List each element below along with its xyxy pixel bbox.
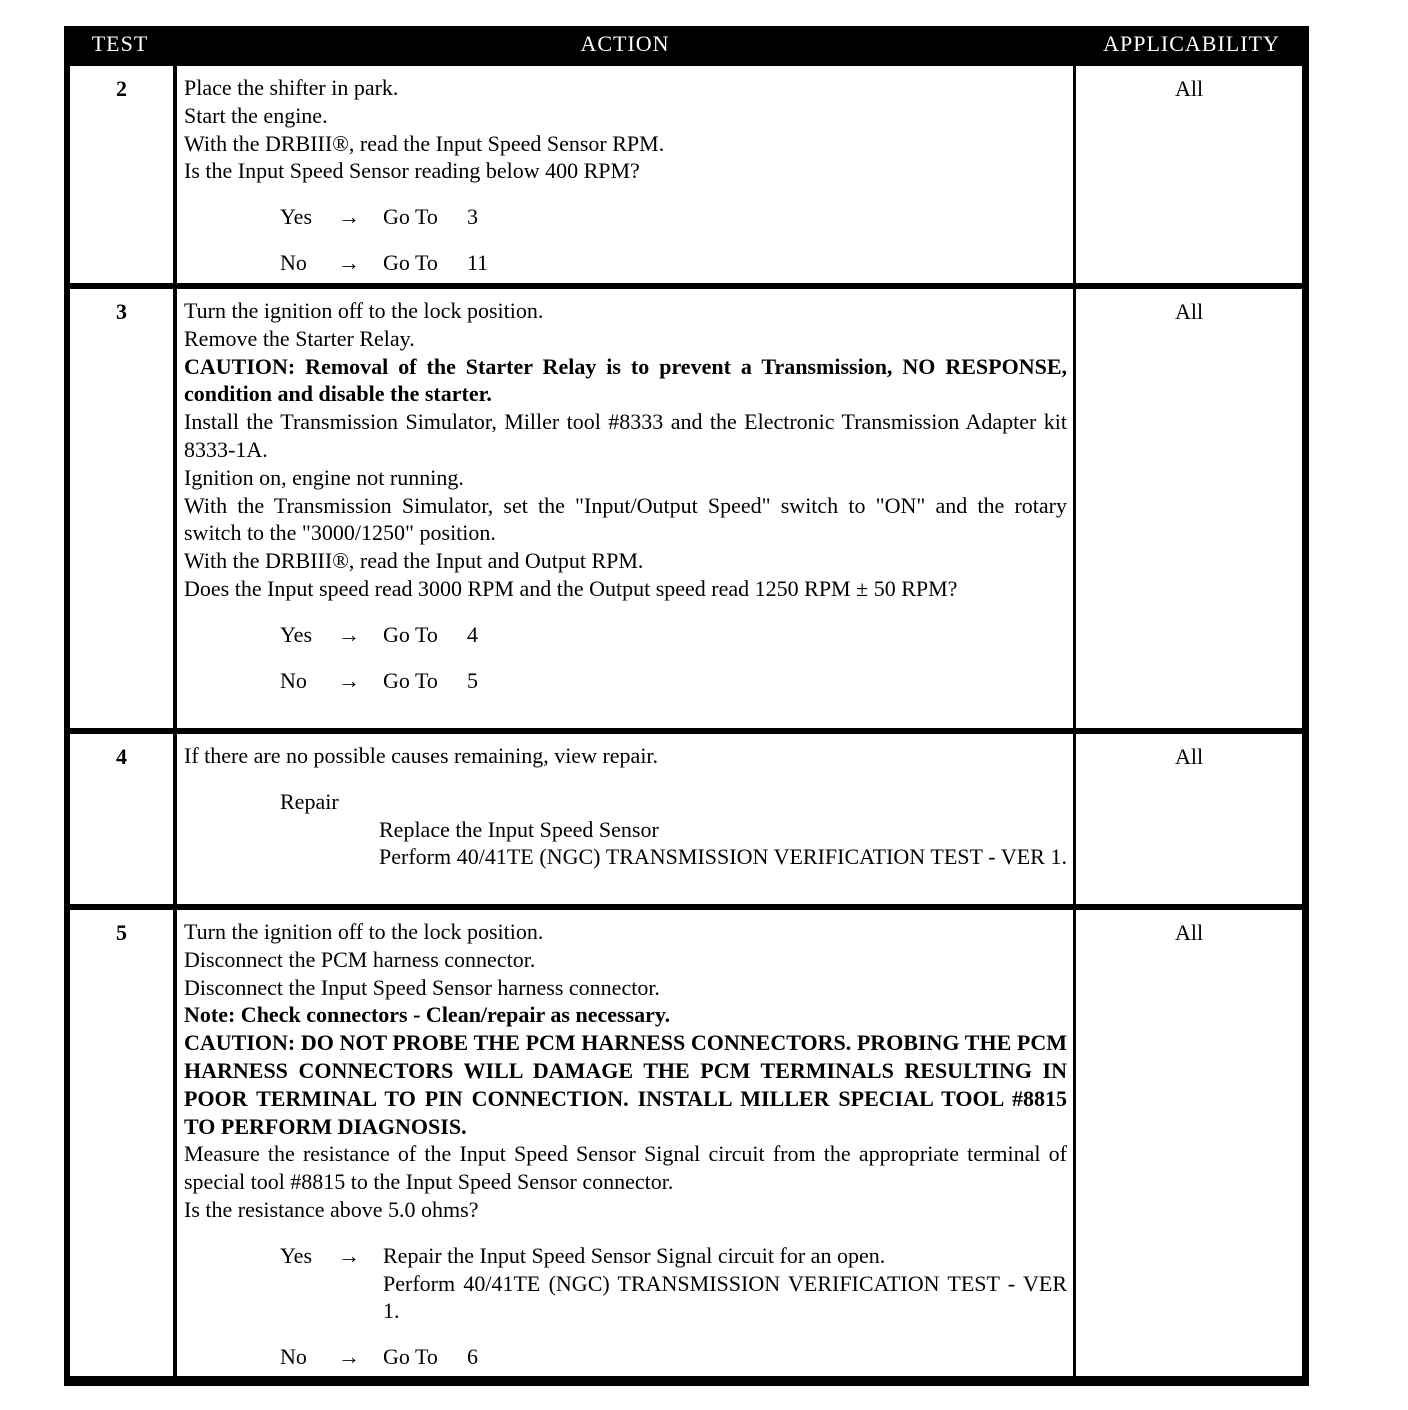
action-line: Start the engine. xyxy=(184,102,328,128)
goto-target: 3 xyxy=(467,204,478,230)
row-3-action xyxy=(177,289,1073,728)
action-line: Turn the ignition off to the lock position. xyxy=(184,919,544,944)
no-branch xyxy=(184,667,1067,695)
repair-instructions xyxy=(379,816,1067,872)
repair-line: Replace the Input Speed Sensor xyxy=(379,816,659,842)
no-label: No xyxy=(280,1344,307,1370)
yes-label: Yes xyxy=(280,621,313,647)
row-4-test-number: 4 xyxy=(70,734,173,904)
goto-label: Go To xyxy=(383,204,438,230)
action-line: Turn the ignition off to the lock position. xyxy=(184,298,544,323)
header-test: TEST xyxy=(91,31,149,56)
action-line: With the DRBIII®, read the Input Speed Sensor RPM. xyxy=(184,130,665,156)
action-line: If there are no possible causes remaining, view repair. xyxy=(184,743,659,768)
diagnostic-table xyxy=(64,26,1309,1386)
goto-target: 6 xyxy=(467,1344,478,1370)
repair-line-text: Perform 40/41TE (NGC) TRANSMISSION VERIFICATION TEST - VER 1. xyxy=(379,844,1067,870)
note-text: Note: Check connectors - Clean/repair as necessary. xyxy=(184,1002,671,1028)
repair-line xyxy=(379,843,1067,871)
yes-line: Perform 40/41TE (NGC) TRANSMISSION VERIFICATION TEST - VER 1. xyxy=(383,1270,1067,1324)
goto-target: 5 xyxy=(467,667,478,693)
action-line: Does the Input speed read 3000 RPM and the Output speed read 1250 RPM ± 50 RPM? xyxy=(184,575,958,601)
action-line: Measure the resistance of the Input Speed Sensor Signal circuit from the appropriate terminal of special tool #8815 to the Input Speed Sensor connector. xyxy=(184,1141,1067,1195)
action-line: Disconnect the PCM harness connector. xyxy=(184,946,536,972)
arrow-icon: → xyxy=(338,667,360,693)
arrow-icon: → xyxy=(338,621,360,647)
yes-branch xyxy=(184,203,1067,231)
row-2-applicability: All xyxy=(1076,66,1302,283)
header-action: ACTION xyxy=(580,31,670,56)
goto-target: 11 xyxy=(467,249,489,275)
row-2-action xyxy=(177,66,1073,283)
header-applicability: APPLICABILITY xyxy=(1103,31,1280,56)
yes-instructions xyxy=(383,1242,1067,1325)
goto-label: Go To xyxy=(383,249,438,275)
action-line: Is the Input Speed Sensor reading below 400 RPM? xyxy=(184,158,640,184)
row-5-applicability: All xyxy=(1076,910,1302,1376)
arrow-icon: → xyxy=(338,1242,360,1268)
arrow-icon: → xyxy=(338,249,360,275)
action-line: Ignition on, engine not running. xyxy=(184,464,464,490)
no-branch xyxy=(184,1343,1067,1371)
action-line: Install the Transmission Simulator, Miller tool #8333 and the Electronic Transmission Adapter kit 8333-1A. xyxy=(184,409,1067,462)
yes-branch xyxy=(184,621,1067,649)
caution-text: CAUTION: Removal of the Starter Relay is to prevent a Transmission, NO RESPONSE, condition and disable the starter. xyxy=(184,353,1067,407)
no-label: No xyxy=(280,667,307,693)
arrow-icon: → xyxy=(338,204,360,230)
row-3-applicability: All xyxy=(1076,289,1302,728)
repair-label: Repair xyxy=(280,788,339,814)
goto-label: Go To xyxy=(383,621,438,647)
row-5-action xyxy=(177,910,1073,1376)
no-label: No xyxy=(280,249,307,275)
action-line: Is the resistance above 5.0 ohms? xyxy=(184,1196,479,1222)
caution-text: CAUTION: DO NOT PROBE THE PCM HARNESS CONNECTORS. PROBING THE PCM HARNESS CONNECTORS WILL DAMAGE THE PCM TERMINALS RESULTING IN POOR TERMINAL TO PIN CONNECTION. INSTALL MILLER SPECIAL TOOL #8815 TO PERFORM DIAGNOSIS. xyxy=(184,1030,1067,1139)
goto-label: Go To xyxy=(383,667,438,693)
no-branch xyxy=(184,249,1067,277)
goto-label: Go To xyxy=(383,1344,438,1370)
yes-line: Repair the Input Speed Sensor Signal circuit for an open. xyxy=(383,1242,886,1268)
goto-target: 4 xyxy=(467,621,478,647)
yes-label: Yes xyxy=(280,204,313,230)
yes-branch xyxy=(184,1242,1067,1325)
action-line: With the Transmission Simulator, set the "Input/Output Speed" switch to "ON" and the rotary switch to the "3000/1250" position. xyxy=(184,492,1067,546)
row-4-action xyxy=(177,734,1073,904)
action-line: Remove the Starter Relay. xyxy=(184,325,415,351)
row-4-applicability: All xyxy=(1076,734,1302,904)
action-line: Place the shifter in park. xyxy=(184,75,399,100)
action-line: With the DRBIII®, read the Input and Output RPM. xyxy=(184,548,644,574)
row-5-test-number: 5 xyxy=(70,910,173,1376)
action-line: Disconnect the Input Speed Sensor harness connector. xyxy=(184,974,660,1000)
row-3-test-number: 3 xyxy=(70,289,173,728)
yes-label: Yes xyxy=(280,1242,313,1268)
row-2-test-number: 2 xyxy=(70,66,173,283)
arrow-icon: → xyxy=(338,1344,360,1370)
